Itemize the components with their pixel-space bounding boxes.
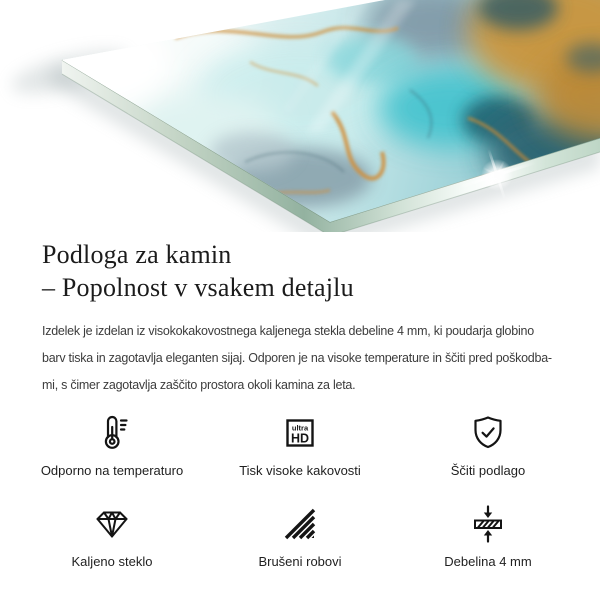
feature-protection bbox=[394, 411, 582, 478]
feature-label: Odporno na temperaturo bbox=[40, 463, 184, 478]
feature-thickness bbox=[394, 502, 582, 569]
hd-text: HD bbox=[290, 431, 310, 446]
feature-temperature bbox=[18, 411, 206, 478]
glass-artwork bbox=[0, 0, 600, 232]
thickness-icon bbox=[468, 502, 508, 546]
description-line: Izdelek je izdelan iz visokokakovostnega kaljenega stekla debeline 4 mm, ki poudarja globino bbox=[42, 324, 534, 338]
glass-panel-image bbox=[0, 0, 600, 232]
feature-print-quality bbox=[206, 411, 394, 478]
feature-tempered-glass bbox=[18, 502, 206, 569]
description-line: barv tiska in zagotavlja eleganten sijaj. Odporen je na visoke temperature in ščiti pred poškodba- bbox=[42, 351, 552, 365]
polished-edges-icon bbox=[280, 502, 320, 546]
feature-label: Debelina 4 mm bbox=[444, 554, 532, 569]
ultra-hd-icon bbox=[280, 411, 320, 455]
shield-check-icon bbox=[468, 411, 508, 455]
description-line: mi, s čimer zagotavlja zaščito prostora okoli kamina za leta. bbox=[42, 378, 356, 392]
feature-label: Ščiti podlago bbox=[450, 463, 526, 478]
feature-label: Brušeni robovi bbox=[258, 554, 342, 569]
feature-grid bbox=[18, 411, 582, 569]
ultra-text: ultra bbox=[291, 423, 309, 433]
thermometer-icon bbox=[92, 411, 132, 455]
diamond-icon bbox=[92, 502, 132, 546]
title-line-2: – Popolnost v vsakem detajlu bbox=[42, 273, 354, 302]
feature-label: Tisk visoke kakovosti bbox=[239, 463, 361, 478]
product-description bbox=[0, 318, 598, 399]
feature-label: Kaljeno steklo bbox=[71, 554, 153, 569]
title-line-1: Podloga za kamin bbox=[42, 240, 232, 269]
product-photo bbox=[0, 0, 600, 232]
page-title bbox=[0, 238, 600, 304]
feature-polished-edges bbox=[206, 502, 394, 569]
